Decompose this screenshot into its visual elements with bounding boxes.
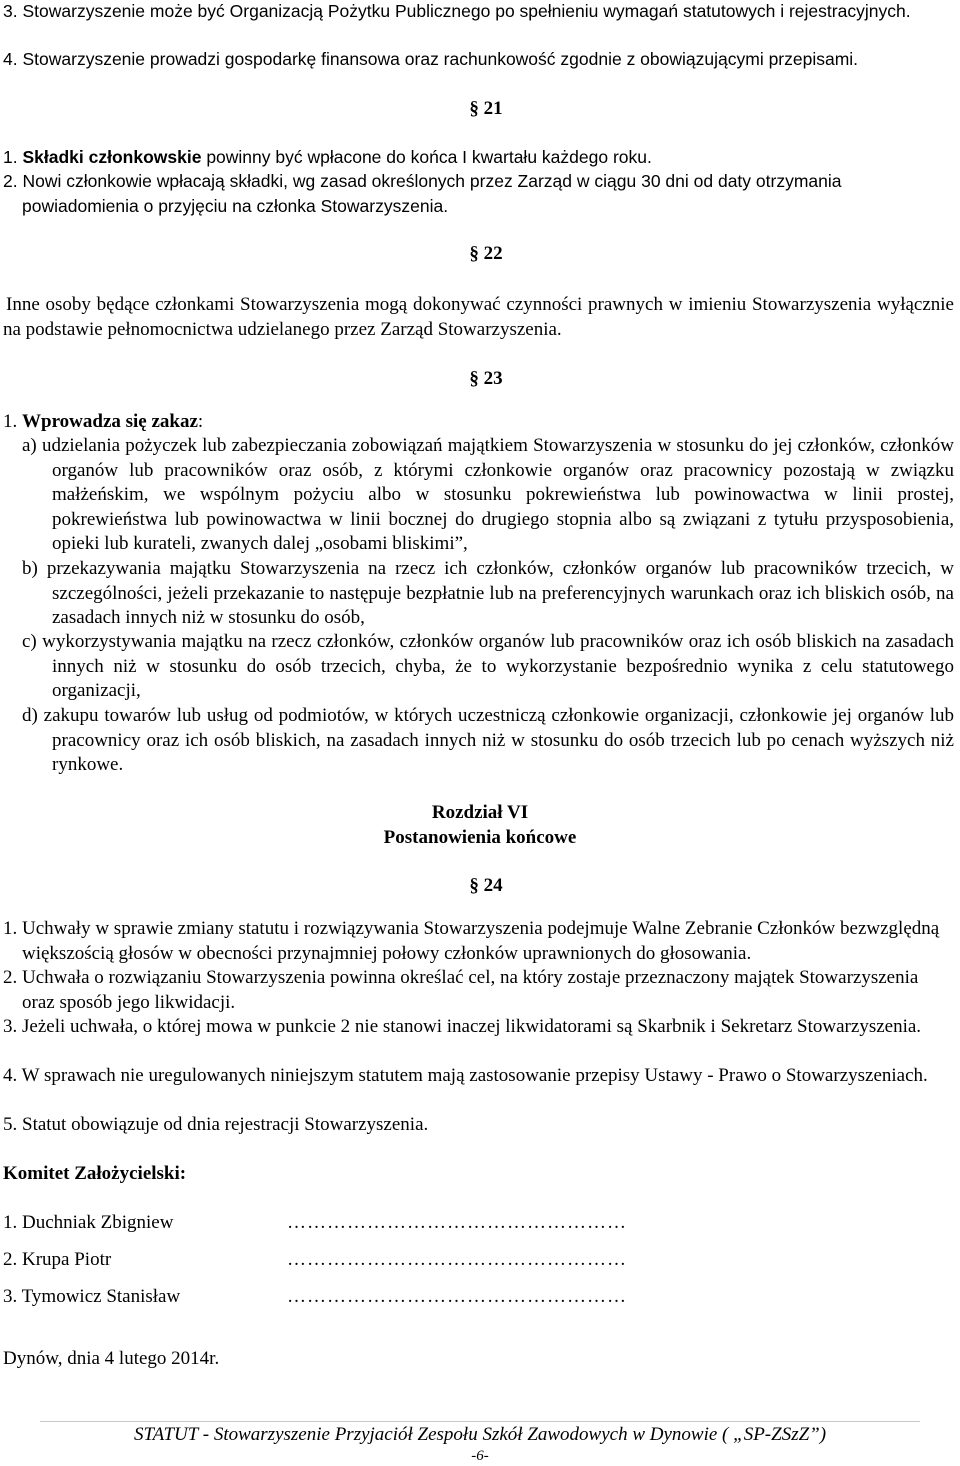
page-number: -6- <box>471 1448 489 1464</box>
committee-member-1: 1. Duchniak Zbigniew <box>3 1212 174 1233</box>
item-number: 1. <box>3 411 18 432</box>
s21-item-2 <box>3 169 954 218</box>
signature-line-1: …………………………………………… <box>287 1212 627 1233</box>
point-text: zakupu towarów lub usług od podmiotów, w których uczestniczą członkowie organizacji, członkowie jej organów lub pracownicy oraz ich osób bliskich, na zasadach innych niż w stosunku do osób trzecich lub po cenach wyższych niż rynkowe. <box>43 705 954 775</box>
s24-item-1: 1. Uchwały w sprawie zmiany statutu i rozwiązywania Stowarzyszenia podejmuje Walne Zebranie Członków bezwzględną większością głosów w obecności przynajmniej połowy członków uprawnionych do głosowania. <box>3 918 940 964</box>
s21-item-1 <box>3 145 954 170</box>
section-heading-21: § 21 <box>469 98 503 119</box>
s24-item-3: 3. Jeżeli uchwała, o której mowa w punkcie 2 nie stanowi inaczej likwidatorami są Skarbnik i Sekretarz Stowarzyszenia. <box>3 1016 922 1037</box>
point-text: udzielania pożyczek lub zabezpieczania zobowiązań majątkiem Stowarzyszenia w stosunku do jej członków, członków organów lub pracowników oraz osób, z którymi członkowie organów oraz pracownicy pozostają w związku małżeńskim, we wspólnym pożyciu albo w stosunku pokrewieństwa lub powinowactwa w linii prostej, pokrewieństwa lub powinowactwa w linii bocznej do drugiego stopnia albo są związani z tytułu przysposobienia, opieki lub kurateli, zwanych dalej „osobami bliskimi”, <box>41 435 954 554</box>
s23-point-a <box>22 434 954 557</box>
item-text: Stowarzyszenie może być Organizacją Pożytku Publicznego po spełnieniu wymagań statutowych i rejestracyjnych. <box>22 1 911 21</box>
s24-item-4: 4. W sprawach nie uregulowanych niniejszym statutem mają zastosowanie przepisy Ustawy - Prawo o Stowarzyszeniach. <box>3 1065 928 1086</box>
article-item-3 <box>3 0 954 24</box>
s22-paragraph: Inne osoby będące członkami Stowarzyszenia mogą dokonywać czynności prawnych w imieniu Stowarzyszenia wyłącznie na podstawie pełnomocnictwa udzielanego przez Zarząd Stowarzyszenia. <box>3 294 954 340</box>
section-heading-23: § 23 <box>469 368 503 389</box>
item-number: 2. <box>3 171 18 191</box>
item-bold-text: Wprowadza się zakaz <box>22 411 198 432</box>
item-number: 1. <box>3 147 18 167</box>
place-date: Dynów, dnia 4 lutego 2014r. <box>3 1348 220 1369</box>
section-heading-22: § 22 <box>469 243 503 264</box>
item-number: 4. <box>3 49 18 69</box>
point-letter: c) <box>22 631 37 652</box>
item-text: powinny być wpłacone do końca I kwartału każdego roku. <box>201 147 652 167</box>
s23-point-d <box>22 704 954 778</box>
footer-divider <box>40 1421 920 1422</box>
point-letter: a) <box>22 435 37 456</box>
item-number: 3. <box>3 1 18 21</box>
signature-line-2: …………………………………………… <box>287 1249 627 1270</box>
point-text: przekazywania majątku Stowarzyszenia na rzecz ich członków, członków organów lub pracowników trzecich, w szczególności, jeżeli przekazanie to następuje bezpłatnie lub na preferencyjnych warunkach oraz ich bliskich osób, na zasadach innych niż w stosunku do osób, <box>46 558 955 628</box>
s24-item-2: 2. Uchwała o rozwiązaniu Stowarzyszenia powinna określać cel, na który zostaje przeznaczony majątek Stowarzyszenia oraz sposób jego likwidacji. <box>3 967 919 1013</box>
item-text: Nowi członkowie wpłacają składki, wg zasad określonych przez Zarząd w ciągu 30 dni od daty otrzymania powiadomienia o przyjęciu na członka Stowarzyszenia. <box>22 171 842 216</box>
chapter-subtitle: Postanowienia końcowe <box>383 827 577 848</box>
article-item-4 <box>3 47 954 72</box>
committee-member-2: 2. Krupa Piotr <box>3 1249 112 1270</box>
item-text: Stowarzyszenie prowadzi gospodarkę finansowa oraz rachunkowość zgodnie z obowiązującymi przepisami. <box>22 49 859 69</box>
committee-member-3: 3. Tymowicz Stanisław <box>3 1286 181 1307</box>
signature-line-3: …………………………………………… <box>287 1286 627 1307</box>
section-heading-24: § 24 <box>469 875 503 896</box>
chapter-title: Rozdział VI <box>431 802 529 823</box>
point-text: wykorzystywania majątku na rzecz członków, członków organów lub pracowników oraz ich osób bliskich na zasadach innych niż w stosunku do osób trzecich, chyba, że to wykorzystanie bezpośrednio wynika z celu statutowego organizacji, <box>42 631 954 701</box>
s24-item-5: 5. Statut obowiązuje od dnia rejestracji Stowarzyszenia. <box>3 1114 429 1135</box>
footer-title: STATUT - Stowarzyszenie Przyjaciół Zespołu Szkół Zawodowych w Dynowie ( „SP-ZSzZ”) <box>133 1424 827 1445</box>
item-bold-text: Składki członkowskie <box>22 147 202 167</box>
s23-point-b <box>22 557 954 631</box>
s23-point-c <box>22 630 954 704</box>
committee-label: Komitet Założycielski: <box>3 1163 187 1184</box>
point-letter: d) <box>22 705 38 726</box>
point-letter: b) <box>22 558 38 579</box>
s23-intro: 1. Wprowadza się zakaz: <box>3 411 204 432</box>
